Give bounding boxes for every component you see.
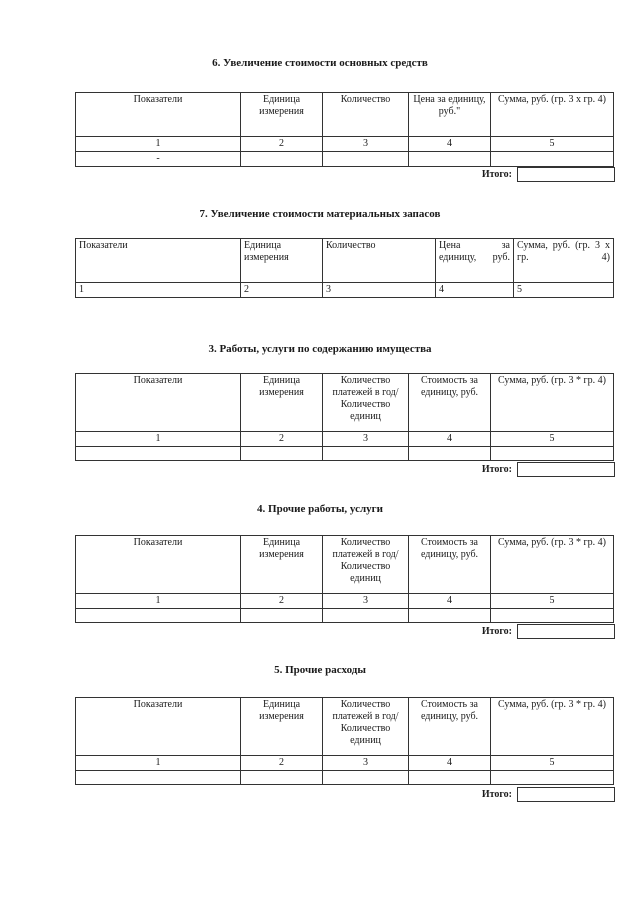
column-number-row — [76, 756, 614, 771]
col-header-indicators: Показатели — [76, 239, 241, 283]
table-cell — [323, 609, 409, 623]
table-row — [76, 152, 614, 167]
header-row — [76, 93, 614, 137]
table-row — [76, 609, 614, 623]
header-row — [76, 239, 614, 283]
table-cell — [241, 152, 323, 167]
col-number: 1 — [76, 283, 241, 298]
col-header-indicators: Показатели — [76, 374, 241, 432]
table-cell — [409, 447, 491, 461]
col-header-sum: Сумма, руб. (гр. 3 * гр. 4) — [491, 374, 614, 432]
table-cell — [491, 152, 614, 167]
col-header-sum: Сумма, руб. (гр. 3 х гр. 4) — [514, 239, 614, 283]
col-header-quantity: Количество платежей в год/Количество единиц — [323, 374, 409, 432]
column-number-row — [76, 432, 614, 447]
total-value-box — [517, 787, 615, 802]
section-3-title: 3. Работы, услуги по содержанию имущества — [208, 343, 432, 355]
section-6-title: 6. Увеличение стоимости основных средств — [212, 57, 428, 69]
col-header-price: Цена за единицу, руб." — [409, 93, 491, 137]
col-header-quantity: Количество платежей в год/Количество единиц — [323, 536, 409, 594]
col-number: 3 — [323, 283, 436, 298]
col-number: 2 — [241, 283, 323, 298]
total-label: Итого: — [481, 626, 512, 637]
col-header-indicators: Показатели — [76, 93, 241, 137]
table-cell — [409, 609, 491, 623]
col-number: 5 — [491, 432, 614, 447]
col-number: 1 — [76, 432, 241, 447]
total-label: Итого: — [481, 789, 512, 800]
col-number: 3 — [323, 594, 409, 609]
col-header-quantity: Количество — [323, 93, 409, 137]
col-header-price: Стоимость за единицу, руб. — [409, 536, 491, 594]
table-cell — [76, 771, 241, 785]
col-number: 4 — [436, 283, 514, 298]
header-row — [76, 536, 614, 594]
table-row — [76, 447, 614, 461]
column-number-row — [76, 594, 614, 609]
col-number: 4 — [409, 432, 491, 447]
col-header-indicators: Показатели — [76, 698, 241, 756]
col-header-unit: Единица измерения — [241, 698, 323, 756]
col-header-quantity: Количество платежей в год/Количество единиц — [323, 698, 409, 756]
col-number: 4 — [409, 756, 491, 771]
table-cell — [491, 447, 614, 461]
col-header-unit: Единица измерения — [241, 239, 323, 283]
table-cell — [491, 609, 614, 623]
section-4-title: 4. Прочие работы, услуги — [257, 503, 383, 515]
col-number: 2 — [241, 594, 323, 609]
table-cell — [241, 771, 323, 785]
total-value-box — [517, 624, 615, 639]
header-row — [76, 698, 614, 756]
col-header-price: Стоимость за единицу, руб. — [409, 698, 491, 756]
col-number: 2 — [241, 756, 323, 771]
section-6-total — [0, 167, 640, 183]
col-number: 1 — [76, 594, 241, 609]
other-works-table — [75, 535, 614, 623]
col-header-unit: Единица измерения — [241, 374, 323, 432]
col-number: 2 — [241, 137, 323, 152]
property-maintenance-table — [75, 373, 614, 461]
section-7-title: 7. Увеличение стоимости материальных запасов — [199, 208, 441, 220]
section-5-total — [0, 787, 640, 803]
col-header-indicators: Показатели — [76, 536, 241, 594]
section-3-total — [0, 462, 640, 478]
section-5-title: 5. Прочие расходы — [274, 664, 366, 676]
col-header-unit: Единица измерения — [241, 536, 323, 594]
table-row — [76, 771, 614, 785]
col-header-quantity: Количество — [323, 239, 436, 283]
table-cell — [323, 771, 409, 785]
col-header-sum: Сумма, руб. (гр. 3 * гр. 4) — [491, 698, 614, 756]
col-number: 5 — [491, 137, 614, 152]
column-number-row — [76, 137, 614, 152]
row-marker: - — [76, 152, 241, 167]
other-expenses-table — [75, 697, 614, 785]
table-cell — [323, 447, 409, 461]
table-cell — [491, 771, 614, 785]
col-header-sum: Сумма, руб. (гр. 3 х гр. 4) — [491, 93, 614, 137]
col-number: 4 — [409, 137, 491, 152]
column-number-row — [76, 283, 614, 298]
table-cell — [241, 447, 323, 461]
table-cell — [76, 447, 241, 461]
total-value-box — [517, 462, 615, 477]
col-number: 4 — [409, 594, 491, 609]
col-header-unit: Единица измерения — [241, 93, 323, 137]
header-row — [76, 374, 614, 432]
col-header-sum: Сумма, руб. (гр. 3 * гр. 4) — [491, 536, 614, 594]
col-number: 5 — [491, 756, 614, 771]
table-cell — [409, 152, 491, 167]
col-number: 2 — [241, 432, 323, 447]
total-value-box — [517, 167, 615, 182]
total-label: Итого: — [481, 169, 512, 180]
col-number: 5 — [514, 283, 614, 298]
col-number: 1 — [76, 137, 241, 152]
fixed-assets-table — [75, 92, 614, 167]
col-header-price: Стоимость за единицу, руб. — [409, 374, 491, 432]
inventories-table — [75, 238, 614, 298]
col-number: 5 — [491, 594, 614, 609]
col-number: 3 — [323, 756, 409, 771]
col-number: 3 — [323, 432, 409, 447]
table-cell — [409, 771, 491, 785]
col-header-price: Цена за единицу, руб. — [436, 239, 514, 283]
table-cell — [323, 152, 409, 167]
col-number: 3 — [323, 137, 409, 152]
table-cell — [76, 609, 241, 623]
table-cell — [241, 609, 323, 623]
total-label: Итого: — [481, 464, 512, 475]
col-number: 1 — [76, 756, 241, 771]
section-4-total — [0, 624, 640, 640]
